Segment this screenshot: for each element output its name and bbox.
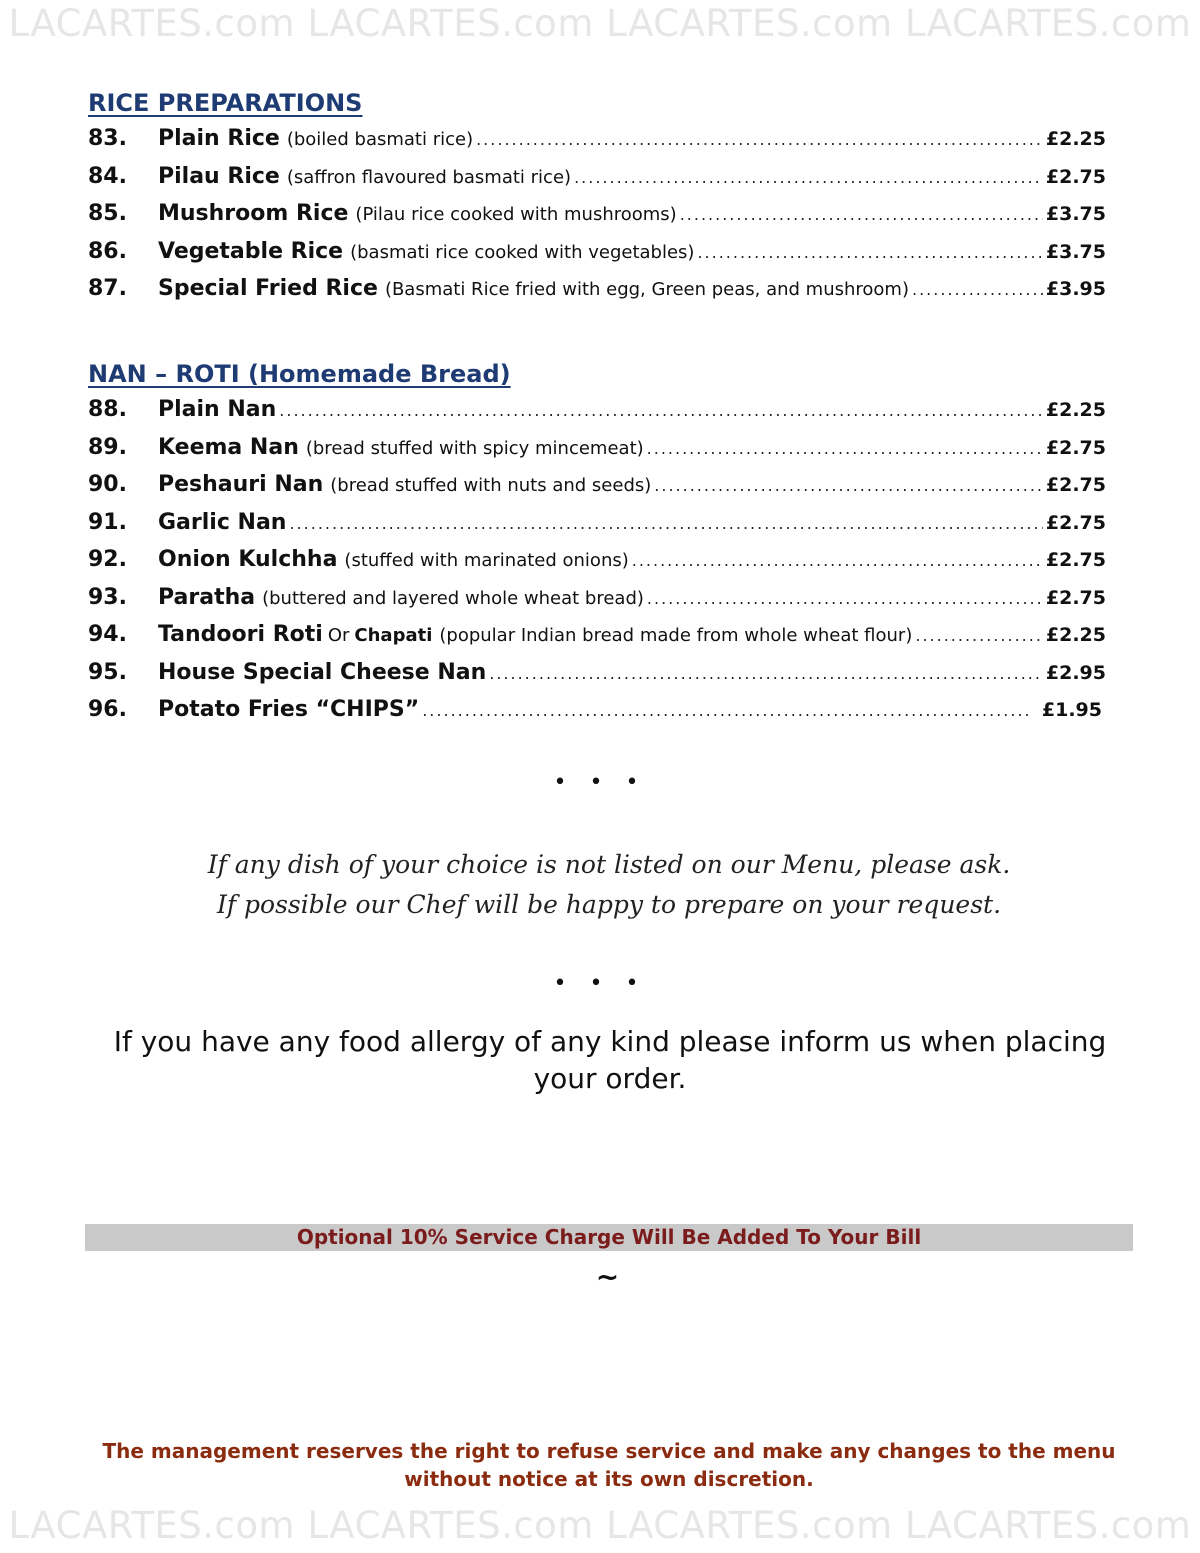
allergy-note: If you have any food allergy of any kind please inform us when placing your order. (113, 1025, 1107, 1095)
item-description: (popular Indian bread made from whole wheat flour) (439, 625, 913, 646)
dot-leader (279, 392, 1043, 430)
item-price: £2.75 (1045, 165, 1106, 188)
menu-item (88, 429, 1106, 467)
item-description: (Pilau rice cooked with mushrooms) (355, 204, 677, 225)
chef-note-line-1: If any dish of your choice is not listed on our Menu, please ask. (207, 850, 1011, 879)
menu-item (88, 579, 1106, 617)
menu-item (88, 504, 1106, 542)
item-description: (saffron flavoured basmati rice) (286, 166, 572, 188)
item-number: 94. (88, 622, 127, 647)
item-number: 84. (88, 163, 127, 189)
item-name: House Special Cheese Nan (158, 659, 487, 685)
item-number: 90. (88, 472, 127, 497)
item-price: £2.25 (1045, 624, 1106, 646)
bread-section (88, 357, 1106, 729)
dot-leader (654, 467, 1043, 505)
bread-items (88, 391, 1106, 729)
item-number: 85. (88, 201, 127, 226)
service-charge-text: Optional 10% Service Charge Will Be Added To Your Bill (296, 1225, 922, 1249)
item-name: Onion Kulchha (158, 547, 338, 572)
item-description: (buttered and layered whole wheat bread) (262, 587, 644, 609)
management-note (100, 1437, 1118, 1493)
item-price: £3.75 (1045, 240, 1106, 263)
menu-item (88, 691, 1102, 729)
item-description: (stuffed with marinated onions) (344, 550, 629, 571)
item-name: Special Fried Rice (158, 276, 378, 301)
menu-item (88, 233, 1106, 271)
separator-bullets: • • • (553, 971, 647, 996)
dot-leader (647, 580, 1043, 618)
management-note-line-2: without notice at its own discretion. (404, 1467, 814, 1491)
menu-item (88, 270, 1106, 308)
separator-bullets: • • • (553, 770, 647, 795)
item-price: £2.75 (1045, 586, 1106, 609)
item-number: 83. (88, 126, 127, 151)
item-name: Vegetable Rice (158, 238, 344, 264)
dot-leader (476, 121, 1043, 159)
menu-item (88, 195, 1106, 233)
menu-item (88, 654, 1106, 692)
rice-section (88, 86, 1106, 308)
section-title-bread: NAN – ROTI (Homemade Bread) (88, 360, 511, 388)
item-number: 95. (88, 659, 127, 685)
item-name: Mushroom Rice (158, 201, 349, 226)
item-number: 86. (88, 238, 127, 264)
item-name: Paratha (158, 584, 256, 610)
item-price: £2.75 (1045, 549, 1106, 571)
item-number: 91. (88, 509, 127, 535)
management-note-line-1: The management reserves the right to refuse service and make any changes to the menu (102, 1439, 1116, 1463)
watermark-top: LACARTES.com LACARTES.com LACARTES.com LACARTES.com (8, 2, 1192, 45)
item-number: 92. (88, 547, 127, 572)
item-price: £2.75 (1045, 511, 1106, 534)
item-alt-name: Chapati (354, 625, 433, 646)
item-description: (bread stuffed with spicy mincemeat) (305, 437, 644, 459)
item-price: £2.95 (1045, 661, 1106, 684)
item-price: £2.25 (1045, 399, 1106, 421)
watermark-bottom: LACARTES.com LACARTES.com LACARTES.com LACARTES.com (8, 1504, 1192, 1547)
item-number: 88. (88, 397, 127, 422)
item-name: Garlic Nan (158, 509, 287, 535)
item-price: £2.75 (1045, 436, 1106, 459)
item-description: (Basmati Rice fried with egg, Green peas, and mushroom) (384, 279, 909, 300)
chef-note (0, 845, 1200, 925)
item-number: 96. (88, 697, 127, 722)
item-name: Peshauri Nan (158, 472, 324, 497)
item-number: 87. (88, 276, 127, 301)
dot-leader (697, 234, 1042, 272)
menu-item (88, 466, 1106, 504)
menu-item (88, 158, 1106, 196)
dot-leader (289, 505, 1042, 543)
item-number: 89. (88, 434, 127, 460)
item-name: Potato Fries “CHIPS” (158, 697, 420, 722)
item-description: (boiled basmati rice) (286, 129, 474, 150)
tilde-ornament: ~ (595, 1260, 620, 1293)
item-name: Plain Rice (158, 126, 280, 151)
item-price: £3.75 (1045, 203, 1106, 225)
item-description: (bread stuffed with nuts and seeds) (330, 475, 652, 496)
menu-item (88, 391, 1106, 429)
item-name: Pilau Rice (158, 163, 280, 189)
chef-note-line-2: If possible our Chef will be happy to prepare on your request. (216, 890, 1002, 919)
dot-leader (632, 542, 1043, 580)
item-price: £2.75 (1045, 474, 1106, 496)
section-title-rice: RICE PREPARATIONS (88, 89, 363, 117)
item-number: 93. (88, 584, 127, 610)
item-price: £1.95 (1041, 699, 1102, 721)
dot-leader (574, 159, 1043, 197)
service-charge-banner (85, 1224, 1133, 1251)
item-name: Keema Nan (158, 434, 299, 460)
dot-leader (680, 196, 1043, 234)
dot-leader (647, 430, 1043, 468)
dot-leader (912, 271, 1043, 309)
item-price: £3.95 (1045, 278, 1106, 300)
item-description: (basmati rice cooked with vegetables) (350, 241, 695, 263)
item-name: Tandoori Roti (158, 622, 323, 647)
dot-leader (422, 692, 1028, 730)
item-price: £2.25 (1045, 128, 1106, 150)
item-name: Plain Nan (158, 397, 277, 422)
item-connector: Or (327, 625, 350, 646)
menu-item (88, 616, 1106, 654)
dot-leader (489, 655, 1043, 693)
dot-leader (915, 617, 1043, 655)
menu-item (88, 120, 1106, 158)
menu-item (88, 541, 1106, 579)
rice-items (88, 120, 1106, 308)
